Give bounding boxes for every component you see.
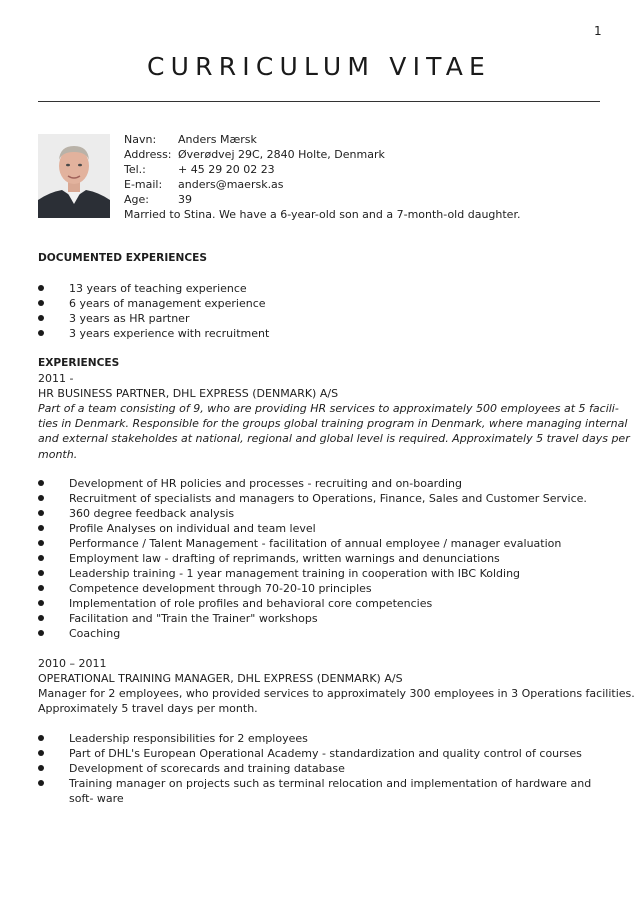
detail-value: + 45 29 20 02 23 [178, 163, 275, 176]
bullet-icon [38, 765, 44, 771]
experiences-heading: EXPERIENCES [38, 357, 120, 369]
portrait-illustration [38, 134, 110, 218]
list-item [38, 776, 598, 806]
list-item-text: Development of scorecards and training database [69, 762, 345, 775]
bullet-icon [38, 735, 44, 741]
bullet-icon [38, 330, 44, 336]
list-item-text: Coaching [69, 627, 121, 640]
detail-label: Age: [124, 193, 149, 206]
list-item [38, 491, 598, 506]
list-item-text: 13 years of teaching experience [69, 282, 247, 295]
bullet-icon [38, 630, 44, 636]
list-item [38, 731, 598, 746]
bullet-icon [38, 750, 44, 756]
profile-photo [38, 134, 110, 218]
description-line: Part of a team consisting of 9, who are providing HR services to approximately 500 employees at 5 facili- [38, 402, 619, 415]
family-status: Married to Stina. We have a 6-year-old son and a 7-month-old daughter. [124, 208, 521, 221]
detail-email [124, 177, 520, 192]
bullet-icon [38, 300, 44, 306]
bullet-icon [38, 600, 44, 606]
description-line: and external stakeholdes at national, regional and global level is required. Approximately 5 travel days per [38, 432, 630, 446]
list-item-text: Profile Analyses on individual and team level [69, 522, 316, 535]
bullet-icon [38, 315, 44, 321]
list-item [38, 326, 598, 341]
list-item [38, 536, 598, 551]
detail-address [124, 147, 520, 162]
description-line: month. [38, 447, 78, 461]
job-role: HR BUSINESS PARTNER, DHL EXPRESS (DENMARK) A/S [38, 387, 339, 400]
list-item-text: Recruitment of specialists and managers to Operations, Finance, Sales and Customer Service. [69, 492, 587, 505]
list-item [38, 626, 598, 641]
detail-label: Navn: [124, 133, 157, 146]
list-item [38, 521, 598, 536]
job-role: OPERATIONAL TRAINING MANAGER, DHL EXPRESS (DENMARK) A/S [38, 672, 403, 685]
documented-experiences-list [38, 281, 598, 341]
detail-value: anders@maersk.as [178, 178, 284, 191]
job-responsibilities-list [38, 476, 598, 641]
list-item [38, 566, 598, 581]
detail-label: Tel.: [124, 163, 146, 176]
list-item-text: Part of DHL's European Operational Academy - standardization and quality control of courses [69, 747, 582, 760]
detail-value: 39 [178, 193, 192, 206]
list-item [38, 551, 598, 566]
list-item-text: Leadership responsibilities for 2 employees [69, 732, 308, 745]
detail-name [124, 132, 520, 147]
job-description [38, 401, 630, 462]
list-item [38, 506, 598, 521]
bullet-icon [38, 495, 44, 501]
documented-experiences-heading: DOCUMENTED EXPERIENCES [38, 252, 208, 264]
bullet-icon [38, 510, 44, 516]
list-item [38, 476, 598, 491]
description-line: Manager for 2 employees, who provided services to approximately 300 employees in 3 Operations facilities. [38, 687, 635, 700]
detail-label: E-mail: [124, 178, 163, 191]
bullet-icon [38, 615, 44, 621]
list-item-text: 360 degree feedback analysis [69, 507, 235, 520]
list-item-text: 6 years of management experience [69, 297, 266, 310]
list-item [38, 596, 598, 611]
list-item-text: Implementation of role profiles and behavioral core competencies [69, 597, 433, 610]
detail-phone [124, 162, 520, 177]
list-item-text: Performance / Talent Management - facilitation of annual employee / manager evaluation [69, 537, 562, 550]
detail-value: Anders Mærsk [178, 133, 257, 146]
list-item-text: 3 years experience with recruitment [69, 327, 270, 340]
list-item [38, 296, 598, 311]
detail-age [124, 192, 520, 207]
bullet-icon [38, 555, 44, 561]
detail-label: Address: [124, 148, 172, 161]
list-item-text: Competence development through 70-20-10 principles [69, 582, 372, 595]
detail-value: Øverødvej 29C, 2840 Holte, Denmark [178, 148, 385, 161]
list-item [38, 746, 598, 761]
bullet-icon [38, 540, 44, 546]
list-item [38, 311, 598, 326]
title-divider [38, 101, 600, 102]
list-item [38, 581, 598, 596]
page-number: 1 [594, 24, 602, 38]
list-item-text: Development of HR policies and processes - recruiting and on-boarding [69, 477, 463, 490]
list-item-text: Leadership training - 1 year management training in cooperation with IBC Kolding [69, 567, 521, 580]
list-item-text: Employment law - drafting of reprimands, written warnings and denunciations [69, 552, 500, 565]
list-item [38, 761, 598, 776]
description-line: Approximately 5 travel days per month. [38, 702, 258, 716]
job-description [38, 686, 635, 716]
bullet-icon [38, 570, 44, 576]
list-item-text: 3 years as HR partner [69, 312, 190, 325]
list-item [38, 281, 598, 296]
description-line: ties in Denmark. Responsible for the groups global training program in Denmark, where managing internal [38, 417, 628, 431]
list-item-text: Facilitation and "Train the Trainer" workshops [69, 612, 318, 625]
list-item-text: Training manager on projects such as terminal relocation and implementation of hardware and soft- ware [69, 777, 592, 805]
list-item [38, 611, 598, 626]
personal-details [124, 132, 520, 222]
bullet-icon [38, 285, 44, 291]
bullet-icon [38, 525, 44, 531]
bullet-icon [38, 585, 44, 591]
job-period: 2011 - [38, 372, 74, 385]
job-responsibilities-list [38, 731, 598, 806]
bullet-icon [38, 480, 44, 486]
job-period: 2010 – 2011 [38, 657, 107, 670]
document-title: CURRICULUM VITAE [146, 52, 492, 81]
bullet-icon [38, 780, 44, 786]
